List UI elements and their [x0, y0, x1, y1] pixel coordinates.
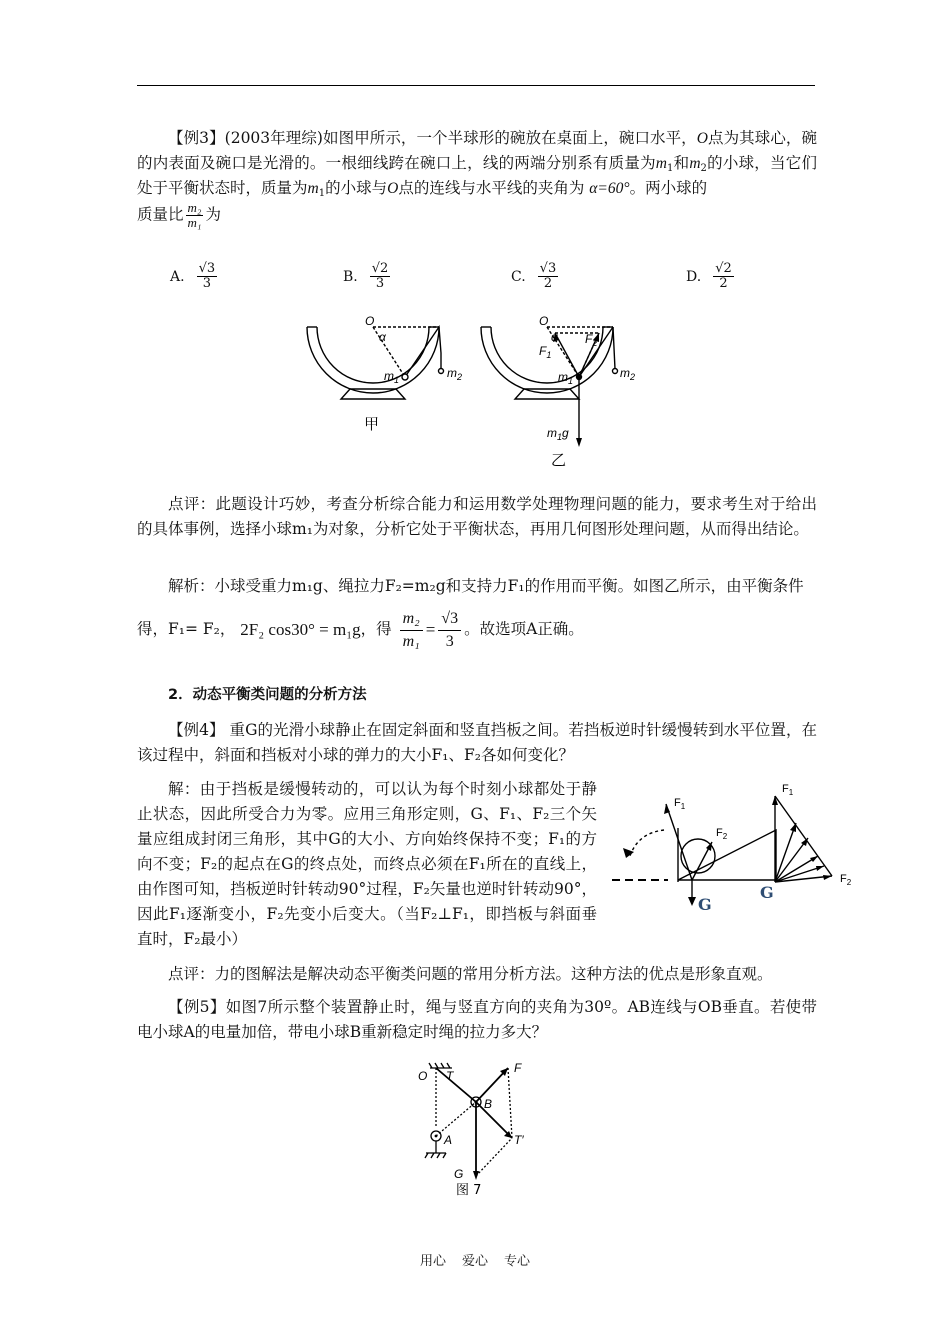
equation-1: 2F₂ cos30° = m₁g: [240, 620, 361, 639]
label-jia: 甲: [364, 415, 380, 433]
example5-question: 【例5】如图7所示整个装置静止时，绳与竖直方向的夹角为30º。AB连线与OB垂直。若使带电小球A的电量加倍，带电小球B重新稳定时绳的拉力多大？: [137, 998, 817, 1041]
label-yi: 乙: [551, 451, 567, 469]
mass-ratio-fraction: $\frac{\text{m₂}}{\text{m₁}}$: [187, 200, 202, 230]
comment3: 点评：此题设计巧妙，考查分析综合能力和运用数学处理物理问题的能力，要求考生对于给出的具体事例，选择小球m₁为对象，分析它处于平衡状态，再用几何图形处理问题，从而得出结论。: [137, 495, 817, 538]
svg-text:A: A: [444, 1133, 453, 1147]
svg-text:O: O: [418, 1069, 428, 1083]
svg-text:G: G: [454, 1167, 464, 1181]
example4-comment: 点评：力的图解法是解决动态平衡类问题的常用分析方法。这种方法的优点是形象直观。: [168, 965, 773, 983]
svg-text:T: T: [446, 1069, 454, 1083]
label-G-right: G: [760, 883, 774, 902]
section2-heading: 2．动态平衡类问题的分析方法: [168, 687, 367, 703]
equation-2-rhs: $\frac{√3}{3}$: [438, 608, 461, 653]
svg-text:O: O: [539, 314, 549, 328]
equation-2-lhs: $\frac{\text{m₂}}{\text{m₁}}$: [400, 608, 423, 653]
svg-text:F1: $F_1$: [782, 783, 794, 797]
svg-text:T′: T′: [514, 1133, 524, 1147]
svg-text:m2: $m_2$: [620, 366, 636, 382]
label-G-left: G: [698, 895, 712, 913]
svg-text:α: α: [379, 330, 386, 344]
ball-m1-jia: [402, 374, 408, 380]
svg-text:F2: $F_2$: [585, 332, 598, 348]
figure-7: [412, 1058, 542, 1198]
svg-text:m1: $m_1$: [384, 369, 400, 385]
header-rule: [137, 85, 815, 86]
vector-Tprime: [476, 1102, 512, 1138]
example3-tag: 【例3】: [168, 129, 225, 147]
svg-text:F2: $F_2$: [840, 873, 852, 887]
svg-text:B: B: [484, 1097, 493, 1111]
svg-text:m1: $m_1$: [558, 370, 574, 386]
option-a: A. $\frac{√3}{3}$: [170, 261, 216, 291]
example4-question: 【例4】 重G的光滑小球静止在固定斜面和竖直挡板之间。若挡板逆时针缓慢转到水平位置，在该过程中，斜面和挡板对小球的弹力的大小F₁、F₂各如何变化？: [137, 721, 817, 764]
incline-figures: [608, 778, 868, 913]
footer: 用心 爱心 专心: [419, 1254, 531, 1269]
option-d: D. $\frac{√2}{2}$: [686, 261, 732, 291]
svg-text:m1g: $m_1g$: [547, 426, 569, 442]
figure-7-caption: 图 7: [456, 1183, 482, 1198]
option-b: B. $\frac{√2}{3}$: [343, 261, 389, 291]
svg-text:O: O: [365, 314, 375, 328]
bowl-figures: [295, 305, 655, 475]
svg-text:m2: $m_2$: [447, 366, 463, 382]
example3-paragraph: 【例3】(2003年理综)如图甲所示，一个半球形的碗放在桌面上，碗口水平，O点为其球心，碗的内表面及碗口是光滑的。一根细线跨在碗口上，线的两端分别系有质量为$m_1$和$m_2$的小球，当它们处于平衡状态时，质量为$m_1$的小球与O点的连线与水平线的夹角为 α=60°。两小球的 质量比 $\frac{\text{m₂}}{\text{m₁}}$ 为: [137, 129, 817, 230]
svg-text:F2: $F_2$: [716, 827, 728, 841]
svg-text:F: F: [514, 1061, 522, 1075]
example4-solution: 解：由于挡板是缓慢转动的，可以认为每个时刻小球都处于静止状态，因此所受合力为零。应用三角形定则，G、F₁、F₂三个矢量应组成封闭三角形，其中G的大小、方向始终保持不变；F₁的方向不变；F₂的起点在G的终点处，而终点必须在F₁所在的直线上，由作图可知，挡板逆时针转动90°过程，F₂矢量也逆时针转动90°，因此F₁逐渐变小，F₂先变小后变大。（当F₂⊥F₁，即挡板与斜面垂直时，F₂最小）: [137, 780, 597, 948]
svg-text:α: α: [551, 330, 558, 344]
analysis3-line1: 解析：小球受重力m₁g、绳拉力F₂=m₂g和支持力F₁的作用而平衡。如图乙所示，由平衡条件: [168, 577, 804, 595]
rope: [436, 1068, 476, 1102]
option-c: C. $\frac{√3}{2}$: [511, 261, 557, 291]
svg-text:F1: $F_1$: [674, 797, 686, 811]
svg-text:F1: $F_1$: [539, 344, 552, 360]
analysis3-line2: 得，F₁= F₂， 2F₂ cos30° = m₁g，得 $\frac{\text{m₂}}{\text{m₁}}$ = $\frac{√3}{3}$ 。故选项A正确。: [137, 607, 817, 653]
ball-m2-jia: [439, 369, 444, 374]
bowl-jia-base: [341, 389, 405, 399]
